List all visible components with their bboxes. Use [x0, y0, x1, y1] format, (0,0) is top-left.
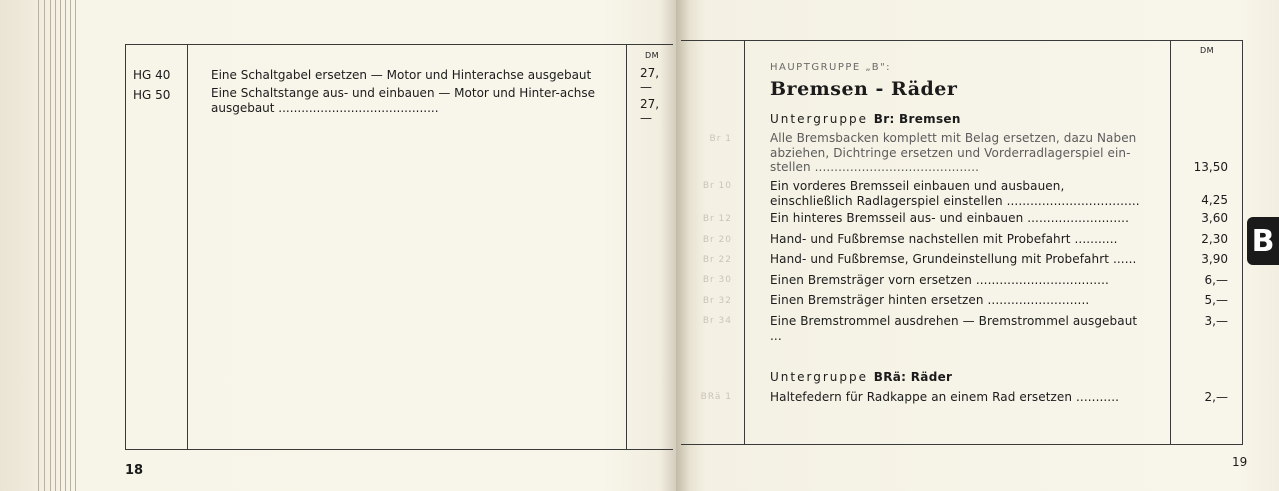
subgroup-prefix: Untergruppe [770, 112, 874, 126]
row-code: HG 50 [133, 88, 171, 102]
page-number-right: 19 [1232, 455, 1248, 469]
subgroup-heading-brakes [770, 112, 961, 126]
page-number-left: 18 [125, 463, 144, 478]
row-price: 27,— [640, 66, 660, 94]
page-edges [0, 0, 78, 491]
subgroup-heading-wheels [770, 370, 952, 384]
row-code: Br 30 [702, 275, 732, 285]
group-title: Bremsen - Räder [770, 78, 958, 100]
row-price: 3,— [1204, 314, 1228, 328]
row-description: Haltefedern für Radkappe an einem Rad ersetzen ........... [770, 390, 1120, 404]
row-code: Br 32 [702, 296, 732, 306]
row-price: 6,— [1204, 273, 1228, 287]
row-description: Eine Schaltgabel ersetzen — Motor und Hinterachse ausgebaut [211, 68, 592, 82]
row-description: Eine Schaltstange aus- und einbauen — Motor und Hinter-achse ausgebaut .......................................... [211, 86, 596, 115]
row-code: Br 20 [702, 235, 732, 245]
dm-header-right: DM [1200, 46, 1215, 55]
row-description: Alle Bremsbacken komplett mit Belag ersetzen, dazu Naben abziehen, Dichtringe ersetzen und Vorderradlagerspiel ein-stellen .......................................... [770, 131, 1137, 174]
row-price: 2,30 [1201, 232, 1228, 246]
row-price: 3,60 [1201, 211, 1228, 225]
group-label: HAUPTGRUPPE „B": [770, 62, 892, 73]
subgroup-name: Br: Bremsen [873, 112, 961, 126]
row-code: Br 10 [702, 181, 732, 191]
row-description: Eine Bremstrommel ausdrehen — Bremstrommel ausgebaut ... [770, 314, 1138, 343]
price-column-divider [626, 45, 627, 449]
row-code: HG 40 [133, 68, 171, 82]
row-price: 5,— [1204, 293, 1228, 307]
price-column-divider [1170, 41, 1171, 444]
dm-header-left: DM [645, 51, 660, 60]
row-description: Ein vorderes Bremsseil einbauen und ausbauen, einschließlich Radlagerspiel einstellen .................................. [770, 179, 1140, 208]
row-code: Br 12 [702, 214, 732, 224]
row-description: Einen Bremsträger vorn ersetzen .................................. [770, 273, 1109, 287]
subgroup-name: BRä: Räder [873, 370, 953, 384]
code-column-divider [187, 45, 188, 449]
row-description: Einen Bremsträger hinten ersetzen .......................... [770, 293, 1090, 307]
row-code: Br 34 [702, 316, 732, 326]
code-column-divider [744, 41, 745, 444]
row-code: BRä 1 [700, 392, 732, 402]
row-code: Br 1 [709, 134, 732, 144]
row-price: 4,25 [1201, 193, 1228, 207]
row-price: 27,— [640, 97, 660, 125]
row-description: Hand- und Fußbremse nachstellen mit Probefahrt ........... [770, 232, 1118, 246]
row-price: 2,— [1204, 390, 1228, 404]
row-description: Hand- und Fußbremse, Grundeinstellung mit Probefahrt ...... [770, 252, 1137, 266]
row-description: Ein hinteres Bremsseil aus- und einbauen .......................... [770, 211, 1130, 225]
section-tab-b: B [1247, 217, 1279, 265]
subgroup-prefix: Untergruppe [770, 370, 874, 384]
row-price: 13,50 [1193, 160, 1228, 174]
row-code: Br 22 [702, 255, 732, 265]
row-price: 3,90 [1201, 252, 1228, 266]
